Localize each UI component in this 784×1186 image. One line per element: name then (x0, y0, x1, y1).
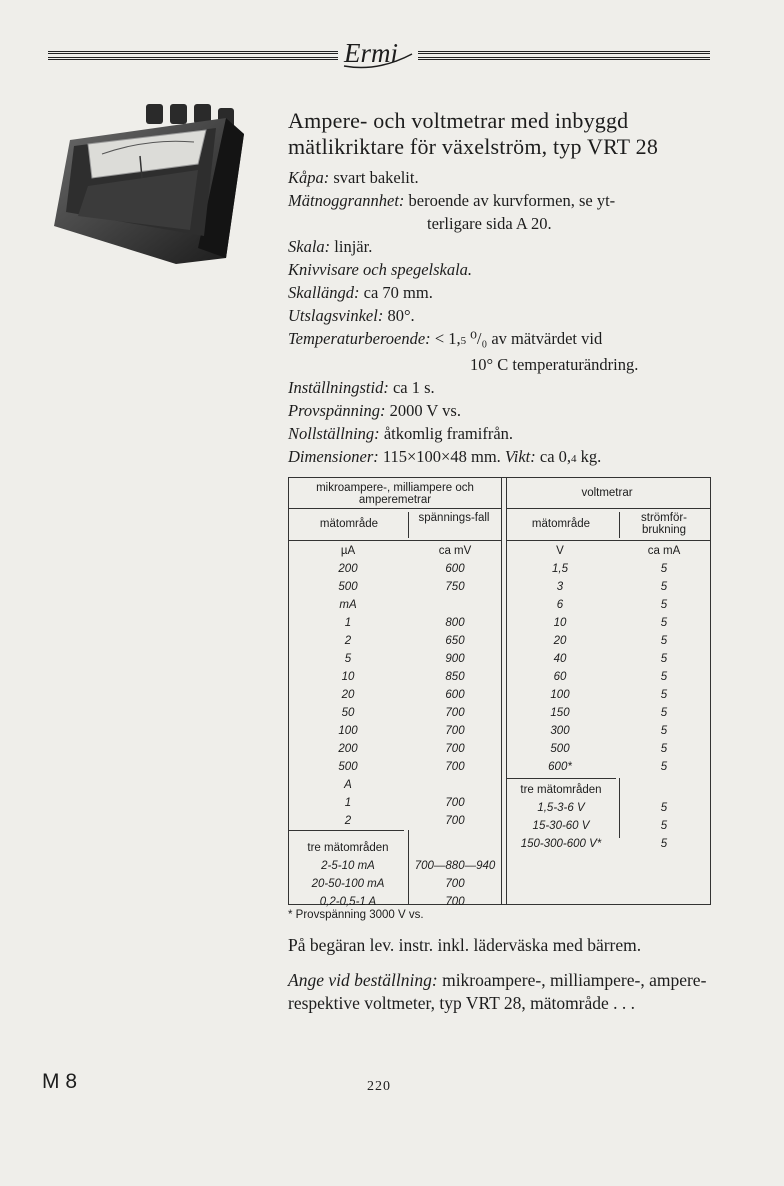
table-cell: 3 (556, 581, 564, 593)
table-cell: 1 (344, 797, 352, 809)
table-cell: 60 (553, 671, 567, 683)
spec-kapa (288, 166, 728, 189)
col-rule (408, 512, 409, 538)
spec-value-vikt-unit: kg. (580, 447, 602, 466)
table-cell: 50 (341, 707, 355, 719)
meter-photo (48, 98, 248, 274)
table-cell: 500 (338, 581, 358, 593)
spec-value: svart bakelit. (333, 168, 419, 187)
table-cell: 20 (553, 635, 567, 647)
spec-knivvisare: Knivvisare och spegelskala. (288, 260, 473, 279)
header-divider (506, 508, 711, 509)
less-than-sign: < (434, 329, 445, 348)
spec-number: 1, (448, 329, 461, 348)
list-item: 0,2-0,5-1 A (319, 896, 377, 908)
column-ranges (288, 542, 408, 830)
table-cell: 40 (553, 653, 567, 665)
list-item: 20-50-100 mA (311, 878, 385, 890)
spec-value: beroende av kurvformen, se yt- (408, 191, 616, 210)
subgroup-title: tre mätområden (307, 842, 389, 854)
table-cell: 600 (445, 563, 465, 575)
column-header-divider (506, 540, 711, 541)
spec-list (288, 166, 728, 471)
table-cell: 200 (338, 743, 358, 755)
spec-skallangd (288, 281, 728, 304)
spec-label: Skallängd: (288, 283, 360, 302)
header-divider (289, 508, 501, 509)
header-rule-left (48, 51, 338, 60)
table-cell: 1,5 (552, 563, 568, 575)
spec-value: ca 70 mm. (363, 283, 433, 302)
table-cell: 700 (445, 761, 465, 773)
table-cell (410, 596, 500, 614)
column-current (618, 542, 710, 776)
spec-number-small: 5 (460, 335, 467, 347)
list-item: 15-30-60 V (532, 820, 590, 832)
table-cell: 100 (550, 689, 570, 701)
table-cell: 10 (341, 671, 355, 683)
table-cell: 10 (553, 617, 567, 629)
header-rule-right (418, 51, 710, 60)
spec-label: Nollställning: (288, 424, 380, 443)
col-header-matomrade-volt: mätområde (531, 518, 591, 530)
table-cell: mA (339, 599, 357, 611)
spec-skala (288, 235, 728, 258)
spec-value-continued: terligare sida A 20. (427, 214, 552, 233)
subgroup-ammeters (288, 839, 408, 911)
table-cell: 500 (550, 743, 570, 755)
col-header-matomrade: mätområde (319, 518, 379, 530)
spec-dimensioner (288, 445, 728, 471)
table-cell: 650 (445, 635, 465, 647)
table-cell: 5 (660, 761, 668, 773)
table-cell: 5 (660, 671, 668, 683)
subgroup-voltmeters-current (618, 799, 710, 853)
table-cell: 5 (660, 689, 668, 701)
subgroup-rule (506, 778, 616, 779)
spec-utslagsvinkel (288, 304, 728, 327)
list-item: 150-300-600 V* (520, 838, 602, 850)
table-cell: 5 (660, 707, 668, 719)
column-header-divider (289, 540, 501, 541)
table-cell: 700 (445, 725, 465, 737)
logo-text: Ermi (344, 38, 398, 68)
table-cell: 5 (660, 653, 668, 665)
spec-value: av mätvärdet vid (491, 329, 603, 348)
list-item: 5 (660, 838, 668, 850)
spec-label: Dimensioner: (288, 447, 379, 466)
table-cell: 500 (338, 761, 358, 773)
spec-value: 2000 V vs. (389, 401, 461, 420)
table-cell: 2 (344, 635, 352, 647)
page-number: 220 (367, 1079, 391, 1094)
table-cell: 700 (445, 815, 465, 827)
spec-label: Inställningstid: (288, 378, 389, 397)
ermi-logo (340, 32, 416, 72)
spec-value-continued: 10° C temperaturändring. (470, 355, 639, 374)
table-cell: 5 (660, 599, 668, 611)
col-rule (619, 512, 620, 538)
column-voltage-drop (410, 542, 500, 830)
col-header-stromforbrukning: strömför-brukning (641, 512, 687, 536)
list-item: 5 (660, 820, 668, 832)
table-cell: 5 (344, 653, 352, 665)
spec-temperatur (288, 327, 728, 353)
percent-sign: ⁰/₀ (470, 329, 488, 348)
spec-value: 115×100×48 mm. (382, 447, 501, 466)
table-cell: 600* (548, 761, 572, 773)
group-header-ammeters: mikroampere-, milliampere och amperemetrar (316, 482, 474, 506)
table-cell (410, 776, 500, 794)
table-cell: 100 (338, 725, 358, 737)
table-cell: 750 (445, 581, 465, 593)
col-rule (408, 830, 409, 904)
delivery-note: På begäran lev. instr. inkl. läderväska med bärrem. (288, 935, 642, 955)
list-item: 2-5-10 mA (321, 860, 375, 872)
table-cell: 600 (445, 689, 465, 701)
spec-label: Mätnoggrannhet: (288, 191, 405, 210)
spec-label: Temperaturberoende: (288, 329, 431, 348)
order-instructions (288, 969, 713, 1015)
table-cell: µA (340, 545, 356, 557)
order-text: mikroampere-, milliampere-, ampere- respektive voltmeter, typ VRT 28, mätområde . . . (288, 970, 707, 1013)
spec-matnoggrannhet (288, 189, 728, 212)
table-cell: 1 (344, 617, 352, 629)
list-item: 5 (660, 802, 668, 814)
column-volt-ranges (505, 542, 615, 776)
table-cell: 150 (550, 707, 570, 719)
spec-value: 80°. (387, 306, 415, 325)
table-cell: A (344, 779, 352, 791)
spec-label: Provspänning: (288, 401, 386, 420)
group-rule (501, 478, 502, 904)
table-cell: 5 (660, 743, 668, 755)
spec-value: linjär. (334, 237, 373, 256)
spec-label: Skala: (288, 237, 331, 256)
table-cell: 6 (556, 599, 564, 611)
page-title: Ampere- och voltmetrar med inbyggd mätlikriktare för växelström, typ VRT 28 (288, 108, 659, 159)
list-item: 1,5-3-6 V (537, 802, 585, 814)
table-cell: V (556, 545, 564, 557)
table-cell: 5 (660, 563, 668, 575)
group-header-voltmeters: voltmetrar (581, 487, 633, 499)
order-label: Ange vid beställning: (288, 970, 438, 990)
table-cell: 200 (338, 563, 358, 575)
table-cell: 5 (660, 725, 668, 737)
table-cell: 850 (445, 671, 465, 683)
list-item: 700 (445, 878, 465, 890)
table-cell: 20 (341, 689, 355, 701)
subgroup-ammeters-drops (410, 857, 500, 911)
spec-installningstid (288, 376, 728, 399)
table-cell: 5 (660, 581, 668, 593)
list-item: 700 (445, 896, 465, 908)
spec-label: Utslagsvinkel: (288, 306, 384, 325)
table-cell: 900 (445, 653, 465, 665)
table-cell: ca mA (647, 545, 681, 557)
subgroup-title: tre mätområden (520, 784, 602, 796)
col-header-spanningsfall: spännings-fall (418, 512, 490, 524)
table-cell: 5 (660, 635, 668, 647)
subgroup-voltmeters (505, 781, 617, 853)
spec-value: ca 1 s. (392, 378, 435, 397)
spec-value: åtkomlig framifrån. (383, 424, 514, 443)
table-cell: 700 (445, 797, 465, 809)
spec-label-vikt: Vikt: (504, 447, 536, 466)
table-cell: 5 (660, 617, 668, 629)
table-cell: 2 (344, 815, 352, 827)
table-footnote: * Provspänning 3000 V vs. (288, 909, 424, 921)
spec-label: Kåpa: (288, 168, 330, 187)
section-code: M 8 (42, 1070, 78, 1093)
spec-value-vikt-small: 4 (571, 453, 577, 465)
table-cell: 300 (550, 725, 570, 737)
spec-nollstallning (288, 422, 728, 445)
spec-value-vikt: ca 0, (539, 447, 572, 466)
subgroup-rule (289, 830, 404, 831)
list-item: 700—880—940 (414, 860, 496, 872)
table-cell: 800 (445, 617, 465, 629)
spec-provspanning (288, 399, 728, 422)
table-cell: 700 (445, 743, 465, 755)
table-cell: ca mV (438, 545, 472, 557)
table-cell: 700 (445, 707, 465, 719)
